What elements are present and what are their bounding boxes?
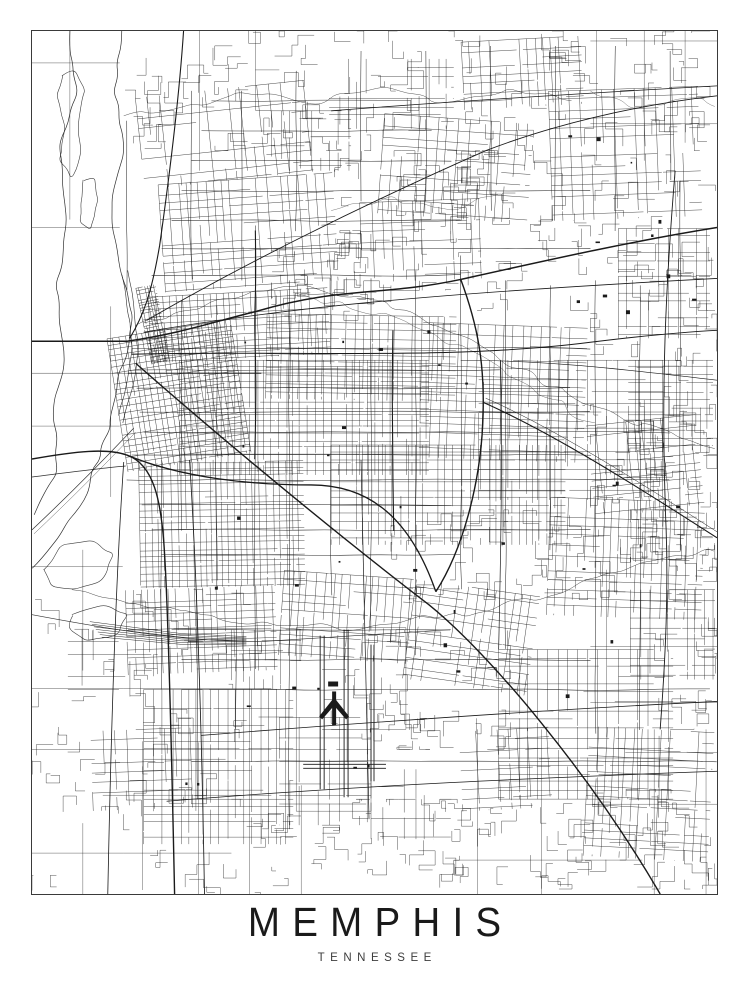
memphis-street-map: [32, 31, 717, 894]
poster-title: MEMPHIS: [247, 899, 514, 945]
caption-block: [31, 899, 718, 964]
building-marks-layer: [185, 135, 696, 785]
map-frame: [31, 30, 718, 895]
airport-layer: [296, 628, 406, 812]
street-grid-layer: [68, 36, 715, 862]
poster-subtitle: TENNESSEE: [317, 952, 437, 964]
